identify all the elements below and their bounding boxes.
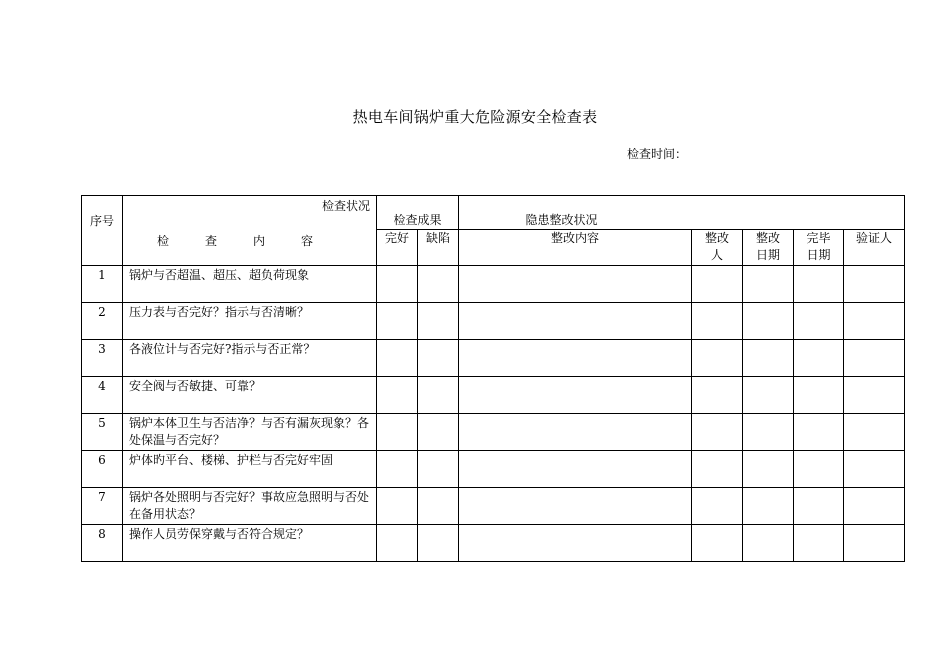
table-row: 5 锅炉本体卫生与否洁净？与否有漏灰现象？各处保温与否完好？ (82, 414, 905, 451)
finish-date-cell[interactable] (794, 414, 844, 451)
table-row: 2 压力表与否完好？指示与否清晰？ (82, 303, 905, 340)
inspection-table (81, 195, 905, 562)
rect-date-cell[interactable] (743, 525, 794, 562)
rect-date-cell[interactable] (743, 266, 794, 303)
finish-date-header: 完毕日期 (794, 230, 844, 266)
result-good-cell[interactable] (377, 451, 418, 488)
finish-date-cell[interactable] (794, 266, 844, 303)
rect-content-cell[interactable] (459, 414, 692, 451)
rect-person-cell[interactable] (692, 340, 743, 377)
rect-date-cell[interactable] (743, 303, 794, 340)
result-good-cell[interactable] (377, 266, 418, 303)
table-row: 3 各液位计与否完好?指示与否正常？ (82, 340, 905, 377)
content-header-label: 检 查 内 容 (157, 234, 314, 248)
rect-date-header: 整改日期 (743, 230, 794, 266)
rect-content-header: 整改内容 (459, 230, 692, 266)
table-row: 7 锅炉各处照明与否完好？事故应急照明与否处在备用状态？ (82, 488, 905, 525)
finish-date-cell[interactable] (794, 303, 844, 340)
rect-person-cell[interactable] (692, 451, 743, 488)
result-defect-cell[interactable] (418, 377, 459, 414)
rect-content-cell[interactable] (459, 525, 692, 562)
result-defect-cell[interactable] (418, 266, 459, 303)
verifier-cell[interactable] (844, 525, 905, 562)
rect-content-cell[interactable] (459, 377, 692, 414)
finish-date-cell[interactable] (794, 451, 844, 488)
seq-header: 序号 (82, 196, 123, 266)
finish-date-cell[interactable] (794, 340, 844, 377)
rect-person-header: 整改人 (692, 230, 743, 266)
header-row-1 (82, 196, 905, 230)
verifier-cell[interactable] (844, 377, 905, 414)
result-defect-cell[interactable] (418, 451, 459, 488)
rect-person-cell[interactable] (692, 488, 743, 525)
rect-person-cell[interactable] (692, 414, 743, 451)
result-good-header: 完好 (377, 230, 418, 266)
result-good-cell[interactable] (377, 303, 418, 340)
page-title: 热电车间锅炉重大危险源安全检查表 (352, 108, 598, 126)
verifier-cell[interactable] (844, 451, 905, 488)
result-defect-header: 缺陷 (418, 230, 459, 266)
result-defect-cell[interactable] (418, 340, 459, 377)
status-header: 检查状况 (321, 199, 370, 213)
result-good-cell[interactable] (377, 525, 418, 562)
verifier-cell[interactable] (844, 266, 905, 303)
content-header (123, 196, 377, 266)
result-good-cell[interactable] (377, 488, 418, 525)
finish-date-cell[interactable] (794, 488, 844, 525)
result-group-header: 检查成果 (377, 196, 459, 230)
verifier-header: 验证人 (844, 230, 905, 266)
result-defect-cell[interactable] (418, 414, 459, 451)
rect-date-cell[interactable] (743, 488, 794, 525)
result-defect-cell[interactable] (418, 525, 459, 562)
verifier-cell[interactable] (844, 340, 905, 377)
table-row: 4 安全阀与否敏捷、可靠？ (82, 377, 905, 414)
result-good-cell[interactable] (377, 377, 418, 414)
rect-date-cell[interactable] (743, 340, 794, 377)
result-good-cell[interactable] (377, 414, 418, 451)
result-defect-cell[interactable] (418, 488, 459, 525)
finish-date-cell[interactable] (794, 377, 844, 414)
rect-person-cell[interactable] (692, 377, 743, 414)
rect-content-cell[interactable] (459, 266, 692, 303)
result-good-cell[interactable] (377, 340, 418, 377)
result-defect-cell[interactable] (418, 303, 459, 340)
rectification-group-header: 隐患整改状况 (459, 196, 905, 230)
table-row: 1 锅炉与否超温、超压、超负荷现象 (82, 266, 905, 303)
table-row: 6 炉体旳平台、楼梯、护栏与否完好牢固 (82, 451, 905, 488)
rect-content-cell[interactable] (459, 451, 692, 488)
rect-content-cell[interactable] (459, 488, 692, 525)
finish-date-cell[interactable] (794, 525, 844, 562)
check-time-label: 检查时间： (627, 147, 688, 161)
rect-content-cell[interactable] (459, 303, 692, 340)
verifier-cell[interactable] (844, 303, 905, 340)
table-row: 8 操作人员劳保穿戴与否符合规定？ (82, 525, 905, 562)
rect-person-cell[interactable] (692, 525, 743, 562)
rect-date-cell[interactable] (743, 451, 794, 488)
rect-content-cell[interactable] (459, 340, 692, 377)
rect-date-cell[interactable] (743, 414, 794, 451)
verifier-cell[interactable] (844, 414, 905, 451)
rect-person-cell[interactable] (692, 303, 743, 340)
rect-date-cell[interactable] (743, 377, 794, 414)
rect-person-cell[interactable] (692, 266, 743, 303)
verifier-cell[interactable] (844, 488, 905, 525)
